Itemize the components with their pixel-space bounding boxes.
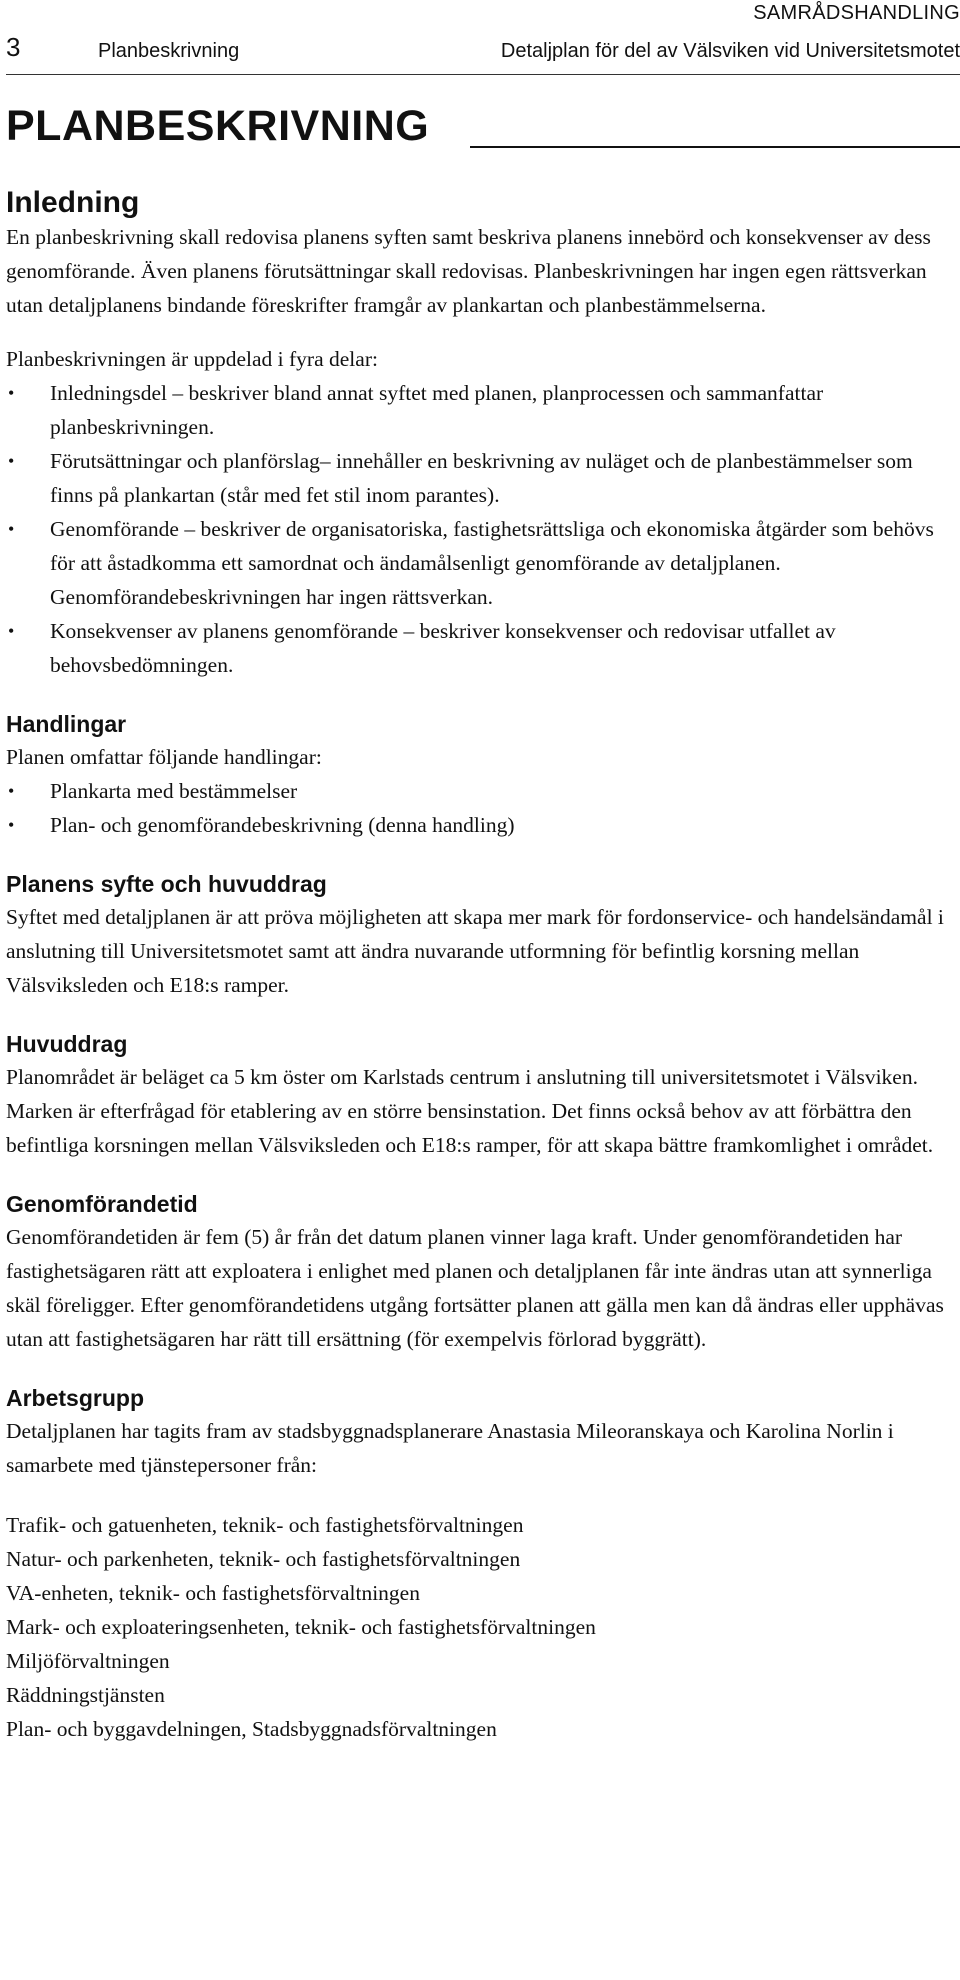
bullet-icon: • bbox=[8, 781, 15, 801]
units-list bbox=[6, 1508, 956, 1746]
section-heading: Planens syfte och huvuddrag bbox=[6, 871, 327, 897]
list-item: • Inledningsdel – beskriver bland annat syftet med planen, planprocessen och sammanfattar planbeskrivningen. bbox=[6, 376, 956, 444]
section-heading: Arbetsgrupp bbox=[6, 1385, 144, 1411]
list-item: • Plan- och genomförandebeskrivning (denna handling) bbox=[6, 808, 956, 842]
header-divider bbox=[6, 74, 960, 75]
paragraph: Syftet med detaljplanen är att pröva möjligheten att skapa mer mark för fordonservice- och handelsändamål i anslutning till Universitetsmotet samt att ändra nuvarande utformning för befintlig korsning mellan Välsviksleden och E18:s ramper. bbox=[6, 905, 944, 997]
list-item: Miljöförvaltningen bbox=[6, 1649, 170, 1673]
bullet-list bbox=[6, 376, 956, 682]
bullet-icon: • bbox=[8, 815, 15, 835]
document-title: Detaljplan för del av Välsviken vid Universitetsmotet bbox=[500, 40, 960, 62]
list-item: • Genomförande – beskriver de organisatoriska, fastighetsrättsliga och ekonomiska åtgärder som behövs för att åstadkomma ett samordnat och ändamålsenligt genomförande av detaljplanen. Genomförandebeskrivningen har ingen rättsverkan. bbox=[6, 512, 956, 614]
paragraph: En planbeskrivning skall redovisa planens syften samt beskriva planens innebörd och konsekvenser av dess genomförande. Även planens förutsättningar skall redovisas. Planbeskrivningen har ingen egen rättsverkan utan detaljplanens bindande föreskrifter framgår av plankartan och planbestämmelserna. bbox=[6, 225, 931, 317]
list-item: • Konsekvenser av planens genomförande – beskriver konsekvenser och redovisar utfallet av behovsbedömningen. bbox=[6, 614, 956, 682]
list-intro: Planen omfattar följande handlingar: bbox=[6, 745, 322, 769]
page-title: PLANBESKRIVNING bbox=[6, 102, 430, 150]
section-heading: Genomförandetid bbox=[6, 1191, 198, 1217]
bullet-icon: • bbox=[8, 383, 15, 403]
bullet-icon: • bbox=[8, 519, 15, 539]
list-item: Natur- och parkenheten, teknik- och fastighetsförvaltningen bbox=[6, 1547, 521, 1571]
list-item: • Förutsättningar och planförslag– innehåller en beskrivning av nuläget och de planbestämmelser som finns på plankartan (står med fet stil inom parantes). bbox=[6, 444, 956, 512]
list-item: Plan- och byggavdelningen, Stadsbyggnadsförvaltningen bbox=[6, 1717, 497, 1741]
section-arbetsgrupp bbox=[6, 1382, 956, 1746]
bullet-list bbox=[6, 774, 956, 842]
section-handlingar bbox=[6, 708, 956, 842]
section-heading: Huvuddrag bbox=[6, 1031, 128, 1057]
paragraph: Genomförandetiden är fem (5) år från det datum planen vinner laga kraft. Under genomförandetiden har fastighetsägaren rätt att exploatera i enlighet med planen och detaljplanen får inte ändras utan att synnerliga skäl föreligger. Efter genomförandetidens utgång fortsätter planen att gälla men kan då ändras eller upphävas utan att fastighetsägaren har rätt till ersättning (för exempelvis förlorad byggrätt). bbox=[6, 1225, 944, 1351]
paragraph: Planområdet är beläget ca 5 km öster om Karlstads centrum i anslutning till universitetsmotet i Välsviken. Marken är efterfrågad för etablering av en större bensinstation. Det finns också behov av att förbättra den befintliga korsningen mellan Välsviksleden och E18:s ramper, för att skapa bättre framkomlighet i området. bbox=[6, 1065, 934, 1157]
document-status: SAMRÅDSHANDLING bbox=[753, 2, 960, 24]
section-genomforandetid bbox=[6, 1188, 956, 1356]
list-item: Räddningstjänsten bbox=[6, 1683, 165, 1707]
list-item: VA-enheten, teknik- och fastighetsförvaltningen bbox=[6, 1581, 420, 1605]
section-name: Planbeskrivning bbox=[98, 40, 240, 62]
section-huvuddrag bbox=[6, 1028, 956, 1162]
list-intro: Planbeskrivningen är uppdelad i fyra delar: bbox=[6, 347, 378, 371]
page-number: 3 bbox=[6, 32, 21, 62]
list-item: • Plankarta med bestämmelser bbox=[6, 774, 956, 808]
section-inledning bbox=[6, 186, 956, 682]
bullet-icon: • bbox=[8, 621, 15, 641]
title-divider bbox=[470, 146, 960, 148]
section-heading: Inledning bbox=[6, 186, 140, 219]
list-item: Trafik- och gatuenheten, teknik- och fastighetsförvaltningen bbox=[6, 1513, 524, 1537]
document-body bbox=[6, 186, 956, 1746]
paragraph: Detaljplanen har tagits fram av stadsbyggnadsplanerare Anastasia Mileoranskaya och Karolina Norlin i samarbete med tjänstepersoner från: bbox=[6, 1419, 894, 1477]
section-syfte bbox=[6, 868, 956, 1002]
list-item: Mark- och exploateringsenheten, teknik- och fastighetsförvaltningen bbox=[6, 1615, 596, 1639]
section-heading: Handlingar bbox=[6, 711, 127, 737]
bullet-icon: • bbox=[8, 451, 15, 471]
